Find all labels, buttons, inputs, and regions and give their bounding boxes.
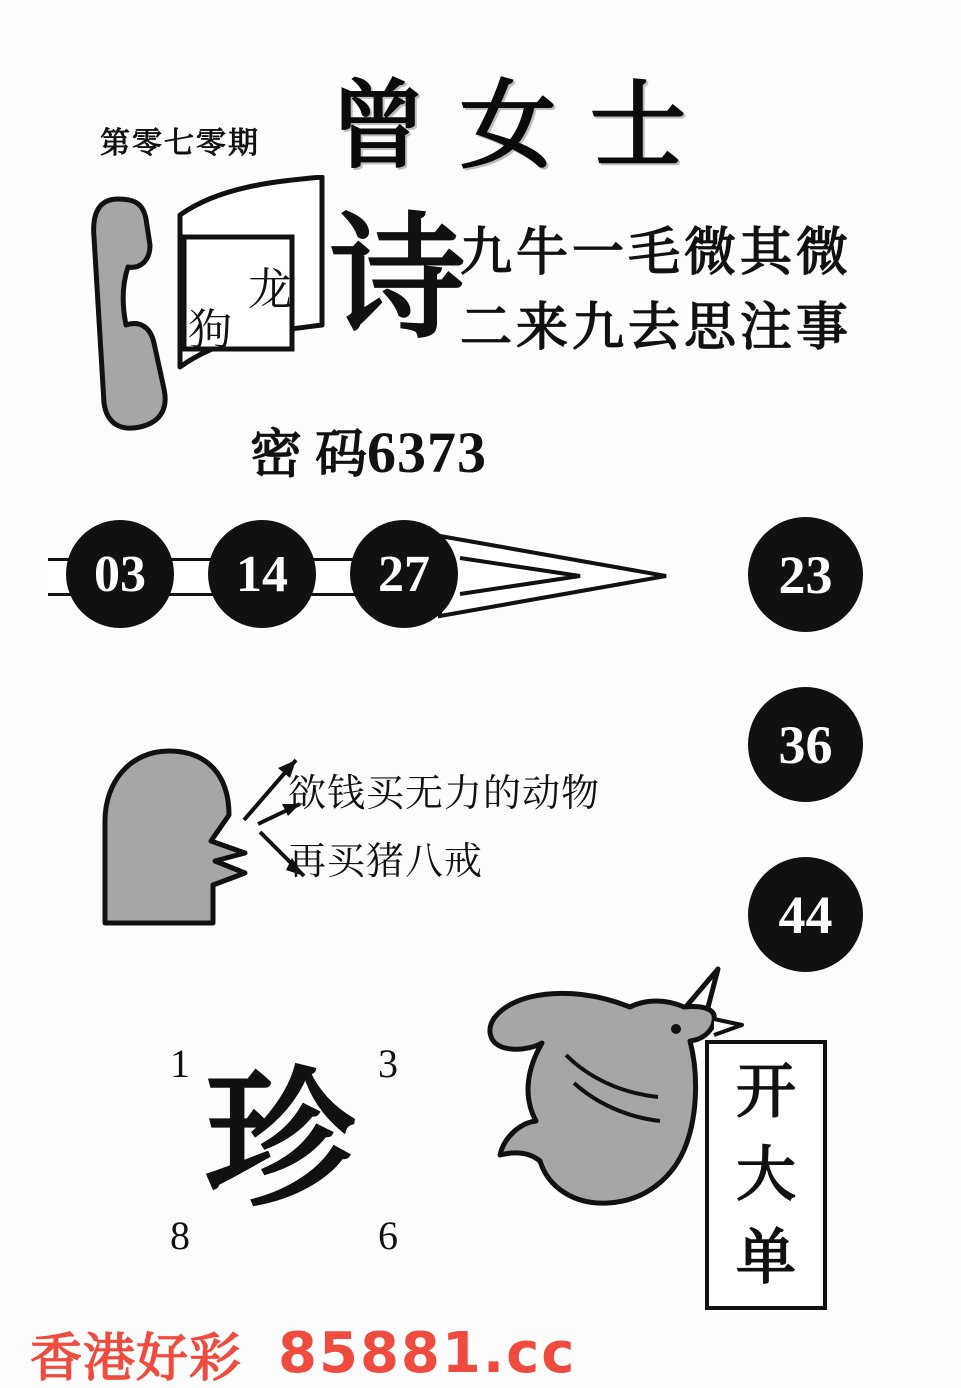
corner-number-top-left: 1: [170, 1041, 190, 1086]
password-row: [250, 412, 487, 487]
poem-line-1: 九牛一毛微其微: [460, 222, 853, 283]
corner-number-top-right: 3: [378, 1041, 398, 1086]
zodiac-bottom: 狗: [188, 305, 232, 356]
arrow-icon: [430, 518, 670, 633]
side-number-ball: 36: [748, 687, 863, 802]
corner-number-bottom-left: 8: [170, 1213, 190, 1258]
password-value: 6373: [367, 420, 488, 485]
speech-line-1: 欲钱买无力的动物: [288, 771, 601, 815]
number-ball: 14: [208, 520, 316, 628]
poem-line-2: 二来九去思注事: [460, 297, 853, 358]
speech-line-2: 再买猪八戒: [288, 839, 484, 883]
vertical-label-char: 单: [736, 1223, 796, 1294]
side-number-ball: 44: [748, 857, 863, 972]
number-ball: 03: [66, 520, 174, 628]
page-title: 曾女士: [330, 69, 720, 182]
center-character: 珍: [205, 1052, 356, 1228]
poem-label-char: 诗: [330, 198, 465, 357]
footer-bar: [0, 1318, 961, 1388]
vertical-label-char: 大: [736, 1139, 796, 1210]
corner-number-bottom-right: 6: [378, 1213, 398, 1258]
vertical-label-box: [705, 1040, 827, 1310]
number-ball: 27: [350, 520, 458, 628]
issue-label: 第零七零期: [100, 127, 260, 160]
zodiac-top: 龙: [248, 264, 292, 315]
password-label: 密 码: [250, 427, 368, 484]
vertical-label-char: 开: [736, 1056, 796, 1127]
footer-brand: 香港好彩: [30, 1328, 243, 1388]
footer-site[interactable]: 85881.cc: [278, 1320, 577, 1386]
side-number-ball: 23: [748, 517, 863, 632]
